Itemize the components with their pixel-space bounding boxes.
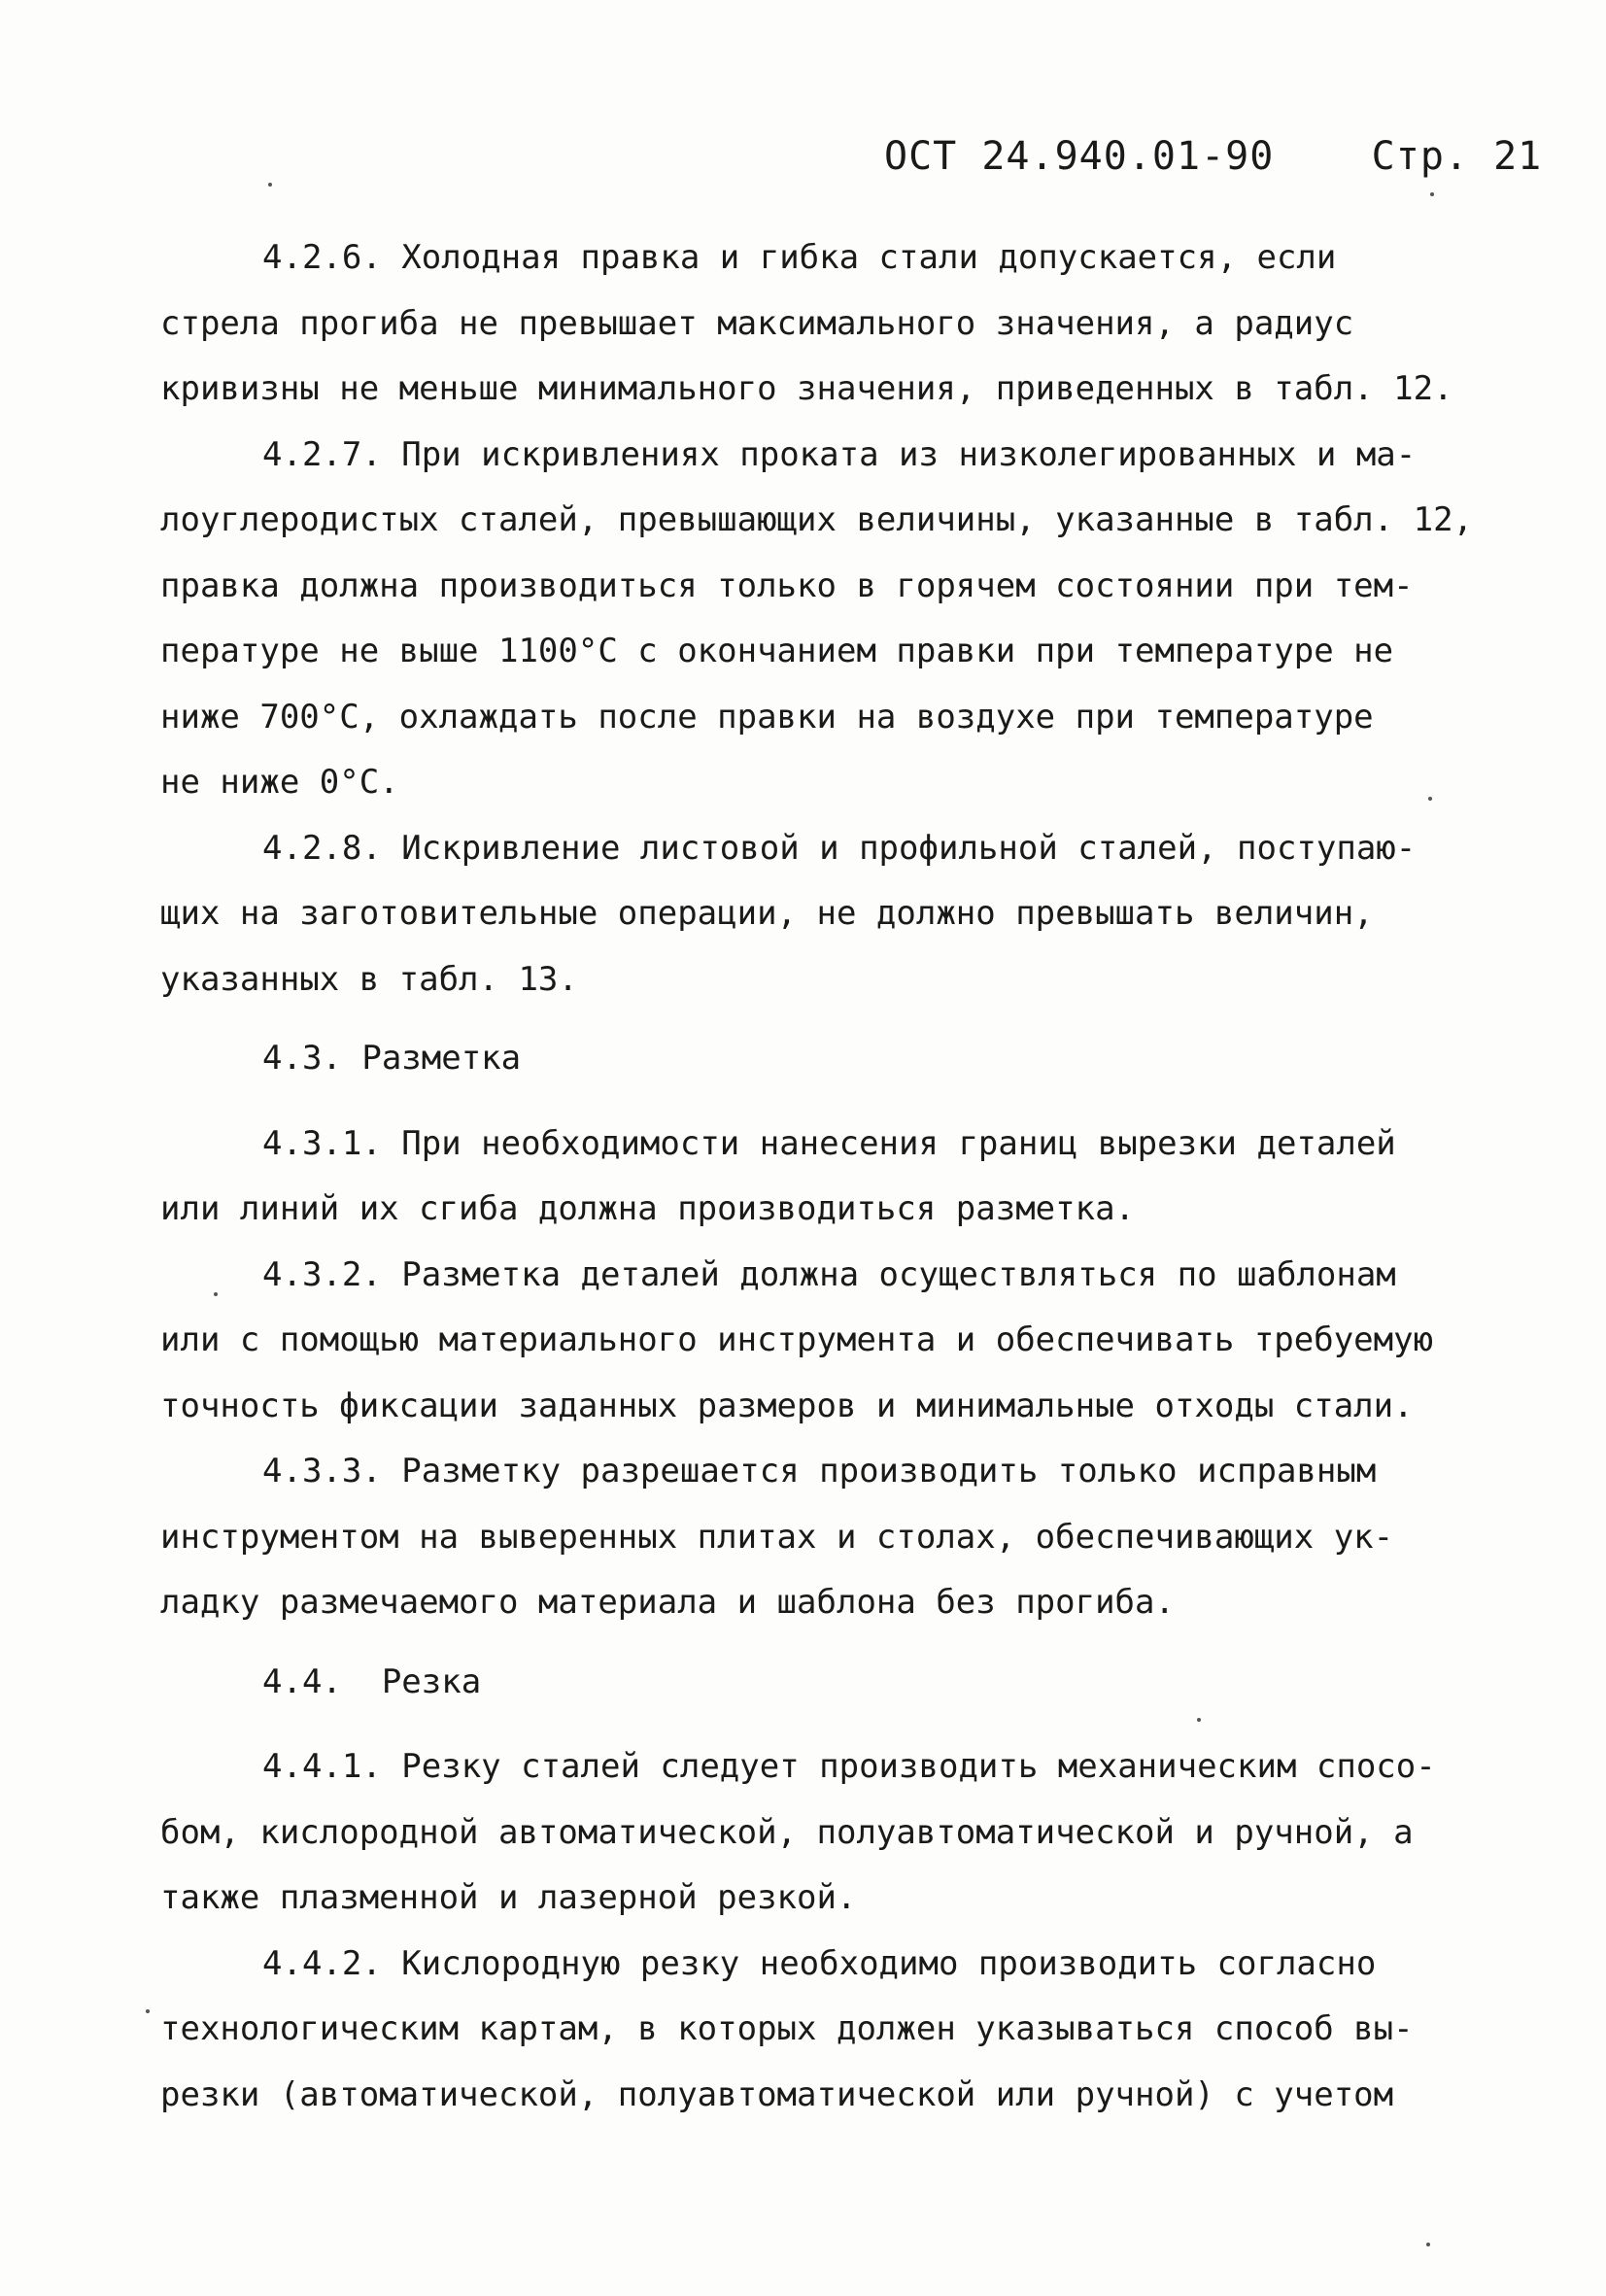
text-line: правка должна производиться только в горячем состоянии при тем-: [160, 565, 1414, 605]
scan-speck: [146, 2009, 150, 2013]
text-line: ладку размечаемого материала и шаблона без прогиба.: [160, 1583, 1175, 1622]
text-line: точность фиксации заданных размеров и минимальные отходы стали.: [160, 1386, 1414, 1425]
paragraph-4-4-2: [160, 1932, 1501, 2129]
text-line: стрела прогиба не превышает максимального значения, а радиус: [160, 303, 1354, 343]
scan-speck: [268, 183, 272, 187]
text-line: щих на заготовительные операции, не должно превышать величин,: [160, 894, 1374, 933]
scan-speck: [1430, 192, 1434, 196]
text-line: не ниже 0°С.: [160, 763, 399, 802]
text-line: пературе не выше 1100°С с окончанием правки при температуре не: [160, 632, 1394, 670]
text-line: инструментом на выверенных плитах и столах, обеспечивающих ук-: [160, 1517, 1394, 1557]
text-line: или линий их сгиба должна производиться разметка.: [160, 1189, 1136, 1228]
text-line: 4.3.2. Разметка деталей должна осуществляться по шаблонам: [262, 1254, 1396, 1294]
section-title: 4.3. Разметка: [262, 1039, 522, 1078]
paragraph-4-3-1: [160, 1112, 1501, 1243]
paragraph-4-3-3: [160, 1439, 1501, 1636]
text-line: лоуглеродистых сталей, превышающих величины, указанные в табл. 12,: [160, 500, 1474, 539]
paragraph-4-2-8: [160, 816, 1501, 1013]
document-body: [160, 225, 1501, 2128]
text-line: 4.2.6. Холодная правка и гибка стали допускается, если: [262, 238, 1337, 277]
paragraph-4-2-6: [160, 225, 1501, 423]
section-title: 4.4. Резка: [262, 1662, 482, 1701]
text-line: технологическим картам, в которых должен указываться способ вы-: [160, 2009, 1414, 2048]
scan-speck: [1426, 2243, 1430, 2246]
text-line: 4.4.1. Резку сталей следует производить механическим спосо-: [262, 1747, 1436, 1786]
text-line: 4.2.8. Искривление листовой и профильной сталей, поступаю-: [262, 828, 1417, 868]
text-line: указанных в табл. 13.: [160, 959, 578, 999]
text-line: также плазменной и лазерной резкой.: [160, 1878, 857, 1917]
section-heading-4-4: [160, 1650, 1501, 1716]
text-line: или с помощью материального инструмента и обеспечивать требуемую: [160, 1320, 1434, 1359]
text-line: 4.4.2. Кислородную резку необходимо производить согласно: [262, 1943, 1377, 1983]
paragraph-4-3-2: [160, 1243, 1501, 1440]
text-line: ниже 700°С, охлаждать после правки на воздухе при температуре: [160, 697, 1374, 737]
text-line: 4.3.3. Разметку разрешается производить только исправным: [262, 1452, 1377, 1491]
section-heading-4-3: [160, 1026, 1501, 1092]
text-line: бом, кислородной автоматической, полуавтоматической и ручной, а: [160, 1812, 1414, 1852]
paragraph-4-2-7: [160, 423, 1501, 816]
text-line: 4.3.1. При необходимости нанесения границ вырезки деталей: [262, 1123, 1396, 1163]
page-number: Стр. 21: [1371, 134, 1543, 179]
scan-speck: [1428, 797, 1432, 801]
scan-speck: [214, 1292, 218, 1296]
page-header: [884, 134, 1542, 179]
text-line: 4.2.7. При искривлениях проката из низколегированных и ма-: [262, 434, 1417, 474]
scan-speck: [1197, 1718, 1201, 1722]
text-line: кривизны не меньше минимального значения, приведенных в табл. 12.: [160, 369, 1453, 408]
paragraph-4-4-1: [160, 1734, 1501, 1932]
document-code: ОСТ 24.940.01-90: [884, 134, 1275, 179]
text-line: резки (автоматической, полуавтоматической или ручной) с учетом: [160, 2074, 1394, 2114]
